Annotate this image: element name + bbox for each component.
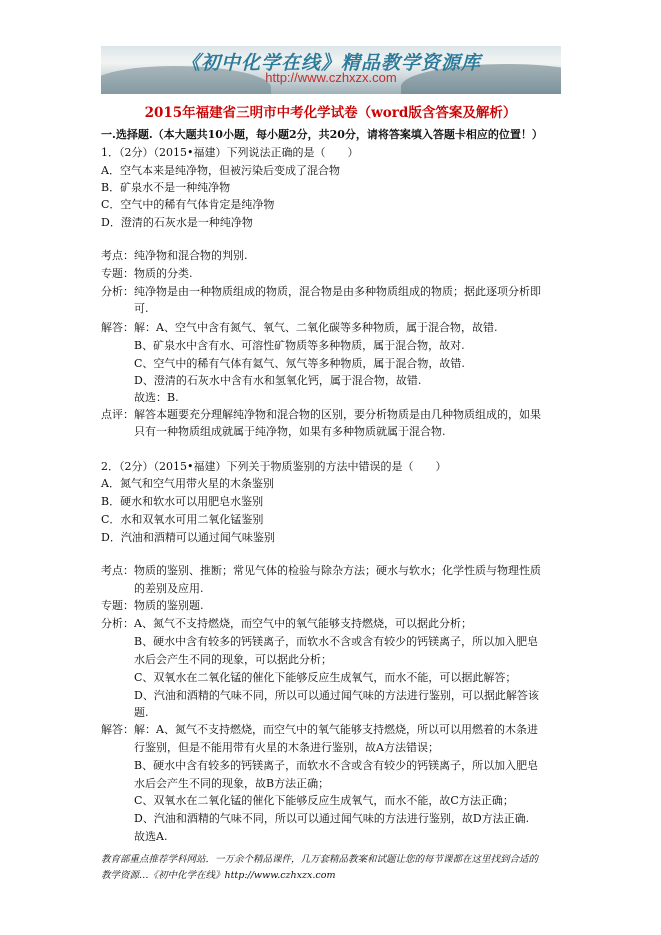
q1-kaodian: 考点：纯净物和混合物的判别. (101, 249, 248, 262)
q1-option-d: D．澄清的石灰水是一种纯净物 (101, 216, 253, 229)
footer-line-2: 教学资源…《初中化学在线》http://www.czhxzx.com (101, 870, 336, 881)
q2-option-d: D．汽油和酒精可以通过闻气味鉴别 (101, 531, 275, 544)
q2-option-b: B．硬水和软水可以用肥皂水鉴别 (101, 495, 264, 508)
q1-jieda-b: B、矿泉水中含有水、可溶性矿物质等多种物质，属于混合物，故对. (101, 339, 465, 352)
q1-dianping-cont: 只有一种物质组成就属于纯净物，如果有多种物质就属于混合物. (101, 425, 446, 438)
q2-jieda-a-cont: 行鉴别，但是不能用带有火星的木条进行鉴别，故A方法错误； (101, 741, 439, 754)
q2-option-c: C．水和双氧水可用二氧化锰鉴别 (101, 513, 264, 526)
q2-fenxi-b-cont: 水后会产生不同的现象，可以据此分析； (101, 653, 332, 666)
q1-fenxi-cont: 可. (101, 302, 149, 315)
question-1: 1．（2分）（2015•福建）下列说法正确的是（ ） (101, 146, 359, 159)
q1-option-b: B．矿泉水不是一种纯净物 (101, 181, 231, 194)
q2-option-a: A．氮气和空气用带火星的木条鉴别 (101, 477, 274, 490)
q1-zhuanti: 专题：物质的分类. (101, 267, 193, 280)
document-title: 2015年福建省三明市中考化学试卷（word版含答案及解析） (144, 105, 517, 121)
q2-fenxi-b: B、硬水中含有较多的钙镁离子，而软水不含或含有较少的钙镁离子，所以加入肥皂 (101, 635, 539, 648)
q2-answer: 故选A. (101, 830, 168, 843)
q1-option-c: C．空气中的稀有气体肯定是纯净物 (101, 198, 275, 211)
q1-jieda-a: 解答：解：A、空气中含有氮气、氧气、二氧化碳等多种物质，属于混合物，故错. (101, 321, 498, 334)
q2-jieda-d: D、汽油和酒精的气味不同，所以可以通过闻气味的方法进行鉴别，故D方法正确. (101, 812, 530, 825)
q2-fenxi-c: C、双氧水在二氧化锰的催化下能够反应生成氧气，而水不能，可以据此解答； (101, 671, 517, 684)
q1-dianping: 点评：解答本题要充分理解纯净物和混合物的区别，要分析物质是由几种物质组成的，如果 (101, 408, 541, 421)
q2-kaodian: 考点：物质的鉴别、推断；常见气体的检验与除杂方法；硬水与软水；化学性质与物理性质 (101, 564, 541, 577)
question-2: 2．（2分）（2015•福建）下列关于物质鉴别的方法中错误的是（ ） (101, 460, 447, 473)
q1-jieda-c: C、空气中的稀有气体有氦气、氖气等多种物质，属于混合物，故错. (101, 357, 465, 370)
q1-option-a: A．空气本来是纯净物，但被污染后变成了混合物 (101, 164, 340, 177)
q2-jieda-b: B、硬水中含有较多的钙镁离子，而软水不含或含有较少的钙镁离子，所以加入肥皂 (101, 759, 539, 772)
q2-fenxi-a: 分析：A、氮气不支持燃烧，而空气中的氧气能够支持燃烧，可以据此分析； (101, 617, 472, 630)
q1-fenxi: 分析：纯净物是由一种物质组成的物质，混合物是由多种物质组成的物质；据此逐项分析即 (101, 285, 541, 298)
q2-fenxi-d-cont: 题. (101, 706, 149, 719)
banner-title: 《初中化学在线》精品教学资源库 (180, 52, 481, 74)
q2-jieda-a: 解答：解：A、氮气不支持燃烧，而空气中的氧气能够支持燃烧，所以可以用燃着的木条进 (101, 723, 538, 736)
header-banner (101, 46, 561, 94)
q1-jieda-d: D、澄清的石灰水中含有水和氢氧化钙，属于混合物，故错. (101, 374, 422, 387)
section-heading: 一.选择题.（本大题共10小题，每小题2分，共20分，请将答案填入答题卡相应的位置！） (101, 128, 543, 141)
q2-kaodian-cont: 的差别及应用. (101, 582, 204, 595)
q2-fenxi-d: D、汽油和酒精的气味不同，所以可以通过闻气味的方法进行鉴别，可以据此解答该 (101, 689, 539, 702)
q2-zhuanti: 专题：物质的鉴别题. (101, 599, 204, 612)
footer-line-1: 教育部重点推荐学科网站．一万余个精品课件，几万套精品教案和试题让您的每节课都在这里找到合适的 (101, 854, 539, 865)
q2-jieda-c: C、双氧水在二氧化锰的催化下能够反应生成氧气，而水不能，故C方法正确； (101, 794, 514, 807)
q1-answer: 故选：B. (101, 391, 179, 404)
q2-jieda-b-cont: 水后会产生不同的现象，故B方法正确； (101, 777, 330, 790)
banner-url[interactable]: http://www.czhxzx.com (265, 70, 397, 85)
